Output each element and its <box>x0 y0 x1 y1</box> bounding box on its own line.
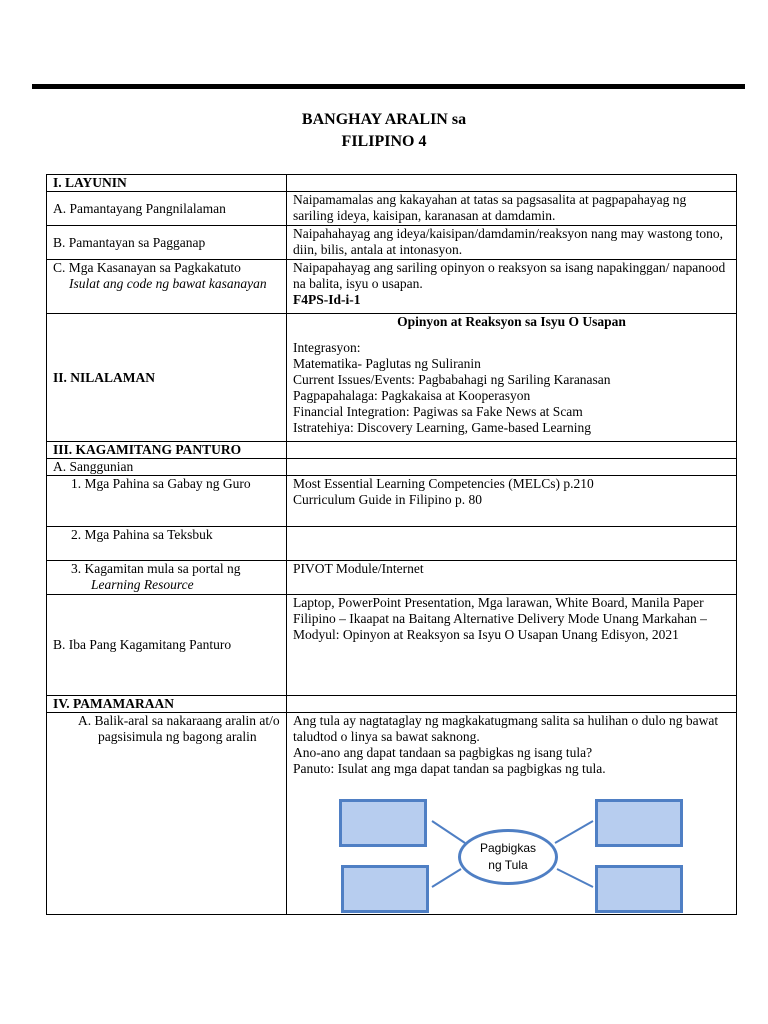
pamantayang-pangnilalaman-content: Naipamamalas ang kakayahan at tatas sa pagsasalita at pagpapahayag ng sariling ideya, kaisipan, karanasan at damdamin. <box>287 192 737 226</box>
balik-aral-question: Ano-ano ang dapat tandaan sa pagbigkas ng isang tula? <box>293 745 593 760</box>
document-title: BANGHAY ARALIN sa <box>301 111 467 128</box>
iba-pang-kagamitan-content: Laptop, PowerPoint Presentation, Mga larawan, White Board, Manila Paper <box>293 595 704 610</box>
gabay-ng-guro-content: Most Essential Learning Competencies (MELCs) p.210 <box>293 476 594 491</box>
row-portal <box>47 561 737 595</box>
portal-content: PIVOT Module/Internet <box>287 561 737 595</box>
row-pamantayang-pangnilalaman <box>47 192 737 226</box>
teksbuk-label: 2. Mga Pahina sa Teksbuk <box>47 527 287 561</box>
nilalaman-line: Current Issues/Events: Pagbabahagi ng Sariling Karanasan <box>293 372 611 387</box>
kasanayan-label: C. Mga Kasanayan sa Pagkakatuto <box>53 260 241 275</box>
nilalaman-topic: Opinyon at Reaksyon sa Isyu O Usapan <box>397 314 626 329</box>
kasanayan-sublabel: Isulat ang code ng bawat kasanayan <box>69 276 267 291</box>
concept-center-text: Pagbigkas <box>479 841 537 855</box>
lesson-plan-table <box>46 174 737 915</box>
nilalaman-line: Matematika- Paglutas ng Suliranin <box>293 356 481 371</box>
portal-label: 3. Kagamitan mula sa portal ng <box>71 561 241 576</box>
kasanayan-content: Naipapahayag ang sariling opinyon o reaksyon sa isang napakinggan/ napanood na balita, isyu o usapan. <box>293 260 726 291</box>
row-iba-pang-kagamitan <box>47 595 737 696</box>
balik-aral-label: A. Balik-aral sa nakaraang aralin at/o pagsisimula ng bagong aralin <box>78 713 280 744</box>
row-balik-aral <box>47 713 737 915</box>
row-nilalaman <box>47 314 737 442</box>
concept-box-bottom-right <box>595 865 683 913</box>
pamantayan-sa-pagganap-label: B. Pamantayan sa Pagganap <box>47 226 287 260</box>
nilalaman-line: Pagpapahalaga: Pagkakaisa at Kooperasyon <box>293 388 531 403</box>
row-gabay-ng-guro <box>47 476 737 527</box>
row-kasanayan <box>47 260 737 314</box>
concept-map <box>293 777 730 912</box>
pamamaraan-heading: IV. PAMAMARAAN <box>47 696 287 713</box>
concept-center-text: ng Tula <box>488 858 528 872</box>
balik-aral-content: Ang tula ay nagtataglay ng magkakatugmang salita sa hulihan o dulo ng bawat taludtod o linya sa bawat saknong. <box>293 713 719 744</box>
iba-pang-kagamitan-content: Filipino – Ikaapat na Baitang Alternative Delivery Mode Unang Markahan – Modyul: Opinyon at Reaksyon sa Isyu O Usapan Unang Edisyon, 2021 <box>293 611 707 642</box>
pamantayang-pangnilalaman-label: A. Pamantayang Pangnilalaman <box>47 192 287 226</box>
gabay-ng-guro-label: 1. Mga Pahina sa Gabay ng Guro <box>47 476 287 527</box>
nilalaman-line: Financial Integration: Pagiwas sa Fake News at Scam <box>293 404 583 419</box>
row-sanggunian <box>47 459 737 476</box>
document-subtitle: FILIPINO 4 <box>341 133 427 150</box>
nilalaman-line: Istratehiya: Discovery Learning, Game-based Learning <box>293 420 592 435</box>
portal-cell <box>47 561 287 595</box>
balik-aral-cell <box>47 713 287 915</box>
nilalaman-line: Integrasyon: <box>293 340 361 355</box>
layunin-heading: I. LAYUNIN <box>47 175 287 192</box>
nilalaman-content-cell <box>287 314 737 442</box>
concept-box-top-right <box>595 799 683 847</box>
row-pamamaraan-heading <box>47 696 737 713</box>
row-teksbuk <box>47 527 737 561</box>
concept-box-bottom-left <box>341 865 429 913</box>
gabay-ng-guro-content: Curriculum Guide in Filipino p. 80 <box>293 492 482 507</box>
pamantayan-sa-pagganap-content: Naipahahayag ang ideya/kaisipan/damdamin/reaksyon nang may wastong tono, diin, bilis, antala at intonasyon. <box>287 226 737 260</box>
concept-box-top-left <box>339 799 427 847</box>
top-rule <box>32 84 745 89</box>
row-layunin-heading <box>47 175 737 192</box>
nilalaman-heading: II. NILALAMAN <box>47 314 287 442</box>
row-kagamitan-heading <box>47 442 737 459</box>
concept-center-oval <box>458 829 558 885</box>
kasanayan-cell <box>47 260 287 314</box>
iba-pang-kagamitan-content-cell <box>287 595 737 696</box>
sanggunian-label: A. Sanggunian <box>47 459 287 476</box>
portal-sublabel: Learning Resource <box>91 577 194 592</box>
row-pamantayan-sa-pagganap <box>47 226 737 260</box>
gabay-ng-guro-content-cell <box>287 476 737 527</box>
kasanayan-code: F4PS-Id-i-1 <box>293 292 361 307</box>
kagamitan-heading: III. KAGAMITANG PANTURO <box>47 442 287 459</box>
balik-aral-instruction: Panuto: Isulat ang mga dapat tandan sa pagbigkas ng tula. <box>293 761 606 776</box>
kasanayan-content-cell <box>287 260 737 314</box>
balik-aral-content-cell <box>287 713 737 915</box>
iba-pang-kagamitan-label: B. Iba Pang Kagamitang Panturo <box>47 595 287 696</box>
